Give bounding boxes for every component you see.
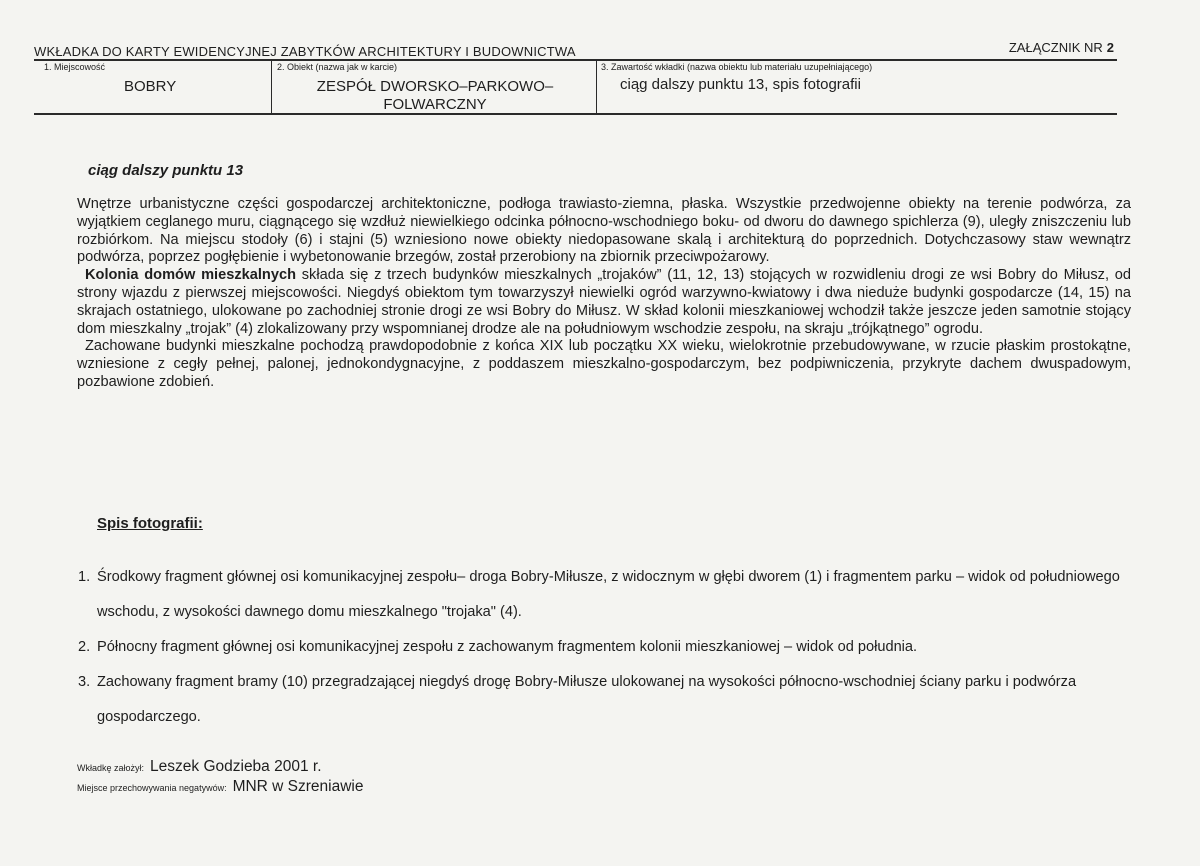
- description-text: [77, 196, 1131, 392]
- photo-list: [78, 560, 1128, 735]
- photo-description: Środkowy fragment głównej osi komunikacyjnej zespołu– droga Bobry-Miłusze, z widocznym w głębi dworem (1) i fragmentem parku – widok od południowego wschodu, z wysokości dawnego domu mieszkalnego "trojaka" (4).: [97, 569, 1120, 620]
- paragraph-courtyard: Wnętrze urbanistyczne części gospodarczej architektoniczne, podłoga trawiasto-ziemna, płaska. Wszystkie przedwojenne obiekty na terenie podwórza, za wyjątkiem ceglanego muru, ciągnącego się wzdłuż niewielkiego odcinka północno-wschodniego boku- od dworu do dawnego spichlerza (9), uległy zniszczeniu lub rozbiórkom. Na miejscu stodoły (6) i stajni (5) wzniesiono nowe obiekty niedopasowane skalą i architekturą do poprzednich. Dotychczasowy staw wewnątrz podwórza, poprzez pogłębienie i wybetonowanie brzegów, został przerobiony na zbiornik przeciwpożarowy.: [77, 196, 1131, 266]
- field-divider: [271, 61, 272, 113]
- photo-list-title: Spis fotografii:: [97, 515, 203, 532]
- contents-value: ciąg dalszy punktu 13, spis fotografii: [620, 76, 861, 93]
- contents-label: 3. Zawartość wkładki (nazwa obiektu lub materiału uzupełniającego): [601, 62, 873, 72]
- paragraph-colony-heading: Kolonia domów mieszkalnych: [85, 267, 296, 284]
- storage-line: [77, 778, 364, 796]
- paragraph-colony: [77, 267, 1131, 338]
- annex-number: 2: [1106, 40, 1114, 55]
- storage-label: Miejsce przechowywania negatywów:: [77, 783, 227, 793]
- field-divider: [596, 61, 597, 113]
- paragraph-colony-text: składa się z trzech budynków mieszkalnych „trojaków” (11, 12, 13) stojących w rozwidleniu drogi ze wsi Bobry do Miłusz, od strony wjazdu z pierwszej miejscowości. Niegdyś obiektom tym towarzyszył niewielki ogród warzywno-kwiatowy i dwa nieduże budynki gospodarcze (14, 15) na skrajach ostatniego, ulokowane po zachodniej stronie drogi ze wsi Bobry do Miłusz. W skład kolonii mieszkaniowej wchodził także jeszcze jeden samotnie stojący dom mieszkalny „trojak” (4) zlokalizowany przy wspomnianej drodze ale na południowym wschodzie zespołu, na skraju „trójkątnego” ogrodu.: [77, 267, 1131, 337]
- paragraph-buildings: Zachowane budynki mieszkalne pochodzą prawdopodobnie z końca XIX lub początku XX wieku, wielokrotnie przebudowywane, w rzucie płaskim prostokątne, wzniesione z cegły pełnej, palonej, jednokondygnacyjne, z poddaszem mieszkalno-gospodarczym, bez podpiwniczenia, przykryte dachem dwuspadowym, pozbawione zdobień.: [77, 338, 1131, 390]
- photo-number: 3.: [78, 674, 91, 690]
- photo-list-item: [78, 665, 1128, 735]
- section-title: ciąg dalszy punktu 13: [88, 162, 244, 179]
- author-line: [77, 758, 322, 776]
- form-title: WKŁADKA DO KARTY EWIDENCYJNEJ ZABYTKÓW ARCHITEKTURY I BUDOWNICTWA: [34, 44, 576, 59]
- annex-label: [1009, 40, 1114, 55]
- locality-label: 1. Miejscowość: [44, 62, 106, 72]
- author-label: Wkładkę założył:: [77, 763, 145, 773]
- author-value: Leszek Godzieba 2001 r.: [150, 758, 322, 775]
- photo-list-item: [78, 560, 1128, 630]
- header-bottom-rule: [34, 113, 1117, 115]
- annex-label-text: ZAŁĄCZNIK NR: [1008, 40, 1103, 55]
- photo-list-item: [78, 630, 1128, 665]
- photo-description: Zachowany fragment bramy (10) przegradzającej niegdyś drogę Bobry-Miłusze ulokowanej na wysokości północno-wschodniej ściany parku i podwórza gospodarczego.: [97, 674, 1077, 725]
- photo-description: Północny fragment głównej osi komunikacyjnej zespołu z zachowanym fragmentem kolonii mieszkaniowej – widok od południa.: [97, 639, 918, 655]
- storage-value: MNR w Szreniawie: [232, 778, 364, 795]
- photo-number: 1.: [78, 569, 91, 585]
- locality-value: BOBRY: [124, 78, 177, 95]
- object-label: 2. Obiekt (nazwa jak w karcie): [277, 62, 398, 72]
- object-value-line1: ZESPÓŁ DWORSKO–PARKOWO–: [316, 78, 554, 95]
- object-value-line2: FOLWARCZNY: [383, 96, 487, 113]
- photo-number: 2.: [78, 639, 91, 655]
- header-top-rule: [34, 59, 1117, 61]
